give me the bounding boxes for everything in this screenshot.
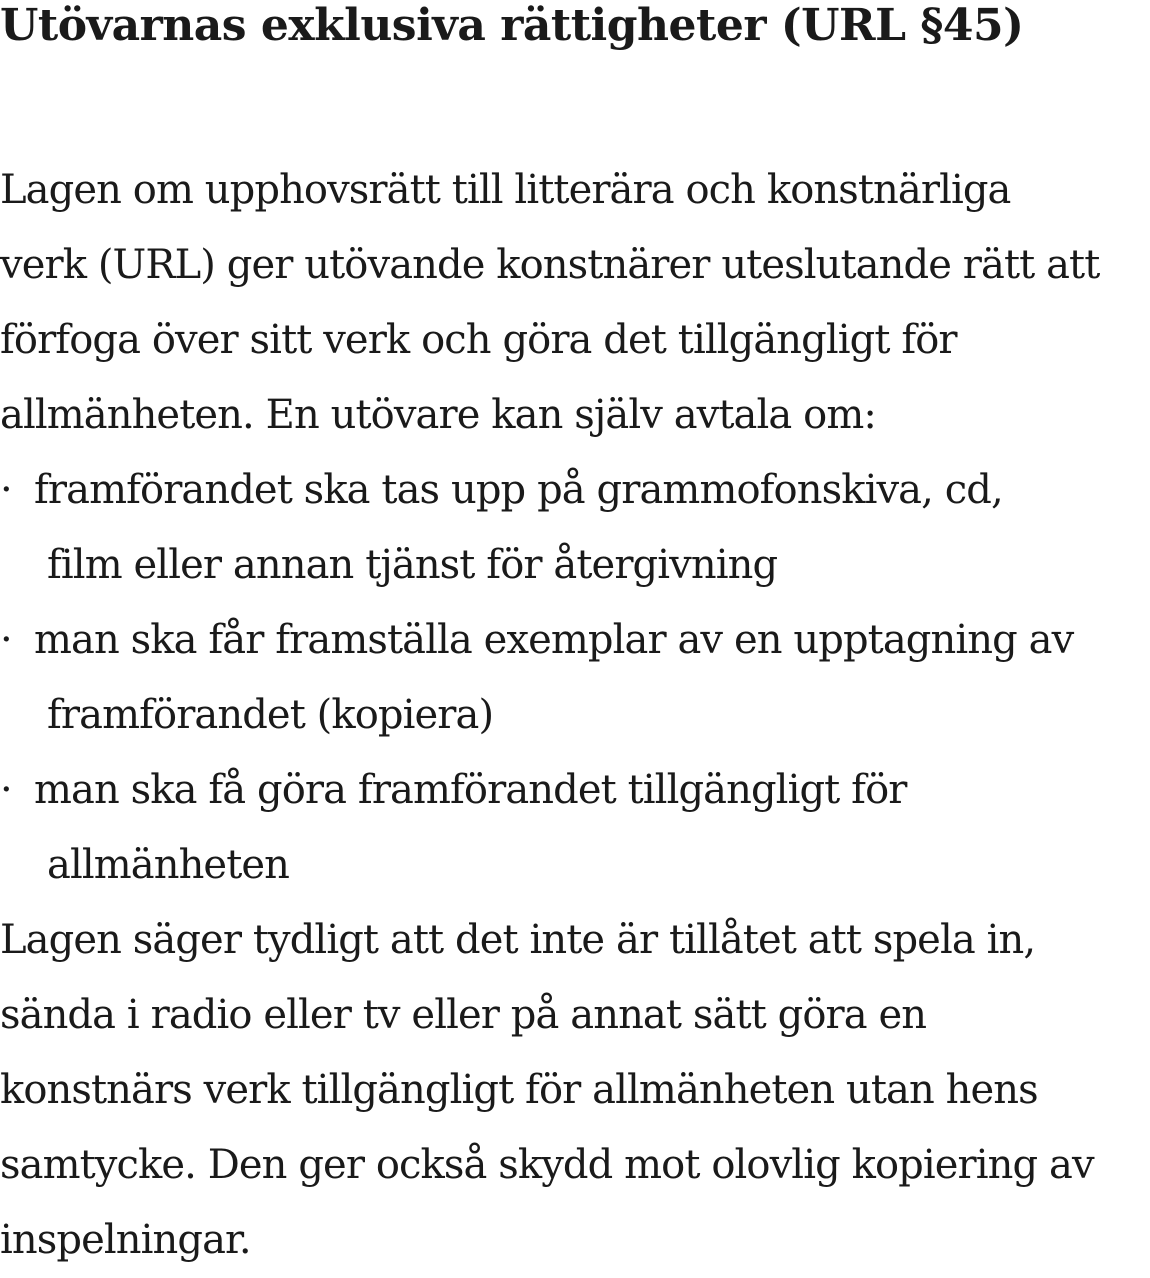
list-item-text: film eller annan tjänst för återgivning	[47, 542, 778, 588]
list-item	[0, 603, 1150, 753]
closing-line: inspelningar.	[0, 1217, 251, 1263]
bullet-icon: ·	[0, 767, 12, 813]
bullet-icon: ·	[0, 467, 12, 513]
list-item-text: framförandet (kopiera)	[47, 692, 494, 738]
closing-line: sända i radio eller tv eller på annat sätt göra en	[0, 992, 927, 1038]
list-item	[0, 453, 1150, 603]
closing-line: samtycke. Den ger också skydd mot olovlig kopiering av	[0, 1142, 1094, 1188]
bullet-icon: ·	[0, 617, 12, 663]
intro-line: förfoga över sitt verk och göra det tillgängligt för	[0, 317, 957, 363]
closing-line: konstnärs verk tillgängligt för allmänheten utan hens	[0, 1067, 1038, 1113]
list-item	[0, 753, 1150, 903]
rights-list	[0, 453, 1150, 903]
closing-paragraph	[0, 903, 1150, 1278]
list-item-text: framförandet ska tas upp på grammofonskiva, cd,	[34, 467, 1003, 513]
list-item-text: man ska få göra framförandet tillgängligt för	[34, 767, 907, 813]
page-title: Utövarnas exklusiva rättigheter (URL §45)	[0, 0, 1024, 51]
intro-line: verk (URL) ger utövande konstnärer uteslutande rätt att	[0, 242, 1100, 288]
intro-line: allmänheten. En utövare kan själv avtala om:	[0, 392, 876, 438]
intro-paragraph	[0, 153, 1150, 453]
list-item-text: man ska får framställa exemplar av en upptagning av	[34, 617, 1074, 663]
closing-line: Lagen säger tydligt att det inte är tillåtet att spela in,	[0, 917, 1036, 963]
intro-line: Lagen om upphovsrätt till litterära och konstnärliga	[0, 167, 1011, 213]
list-item-text: allmänheten	[47, 842, 290, 888]
